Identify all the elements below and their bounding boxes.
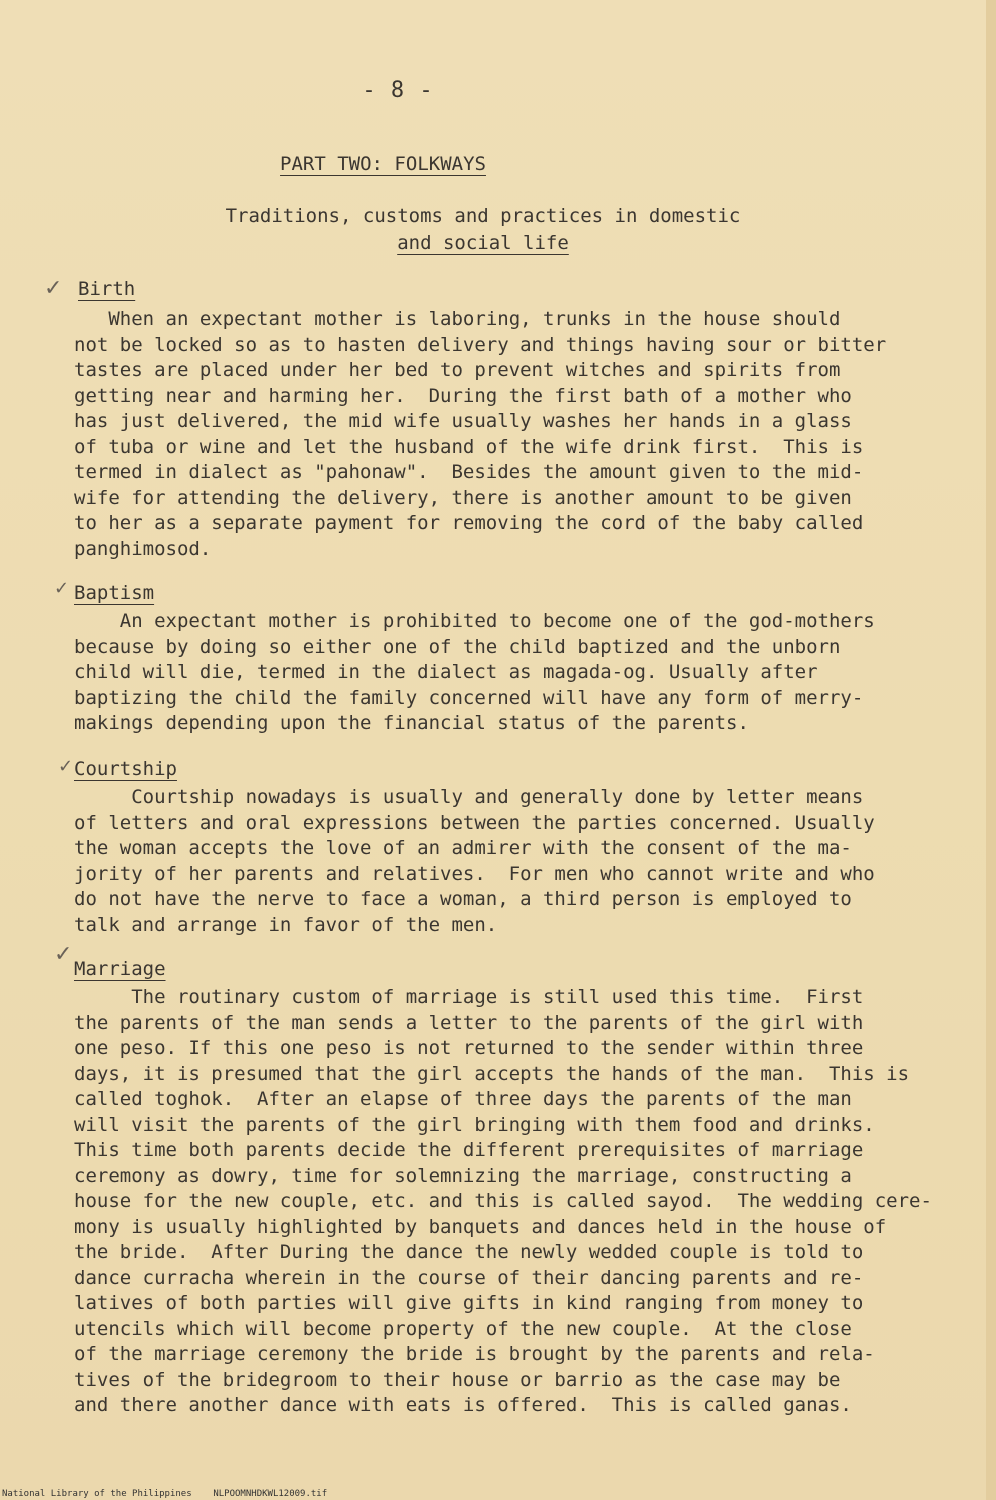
subtitle [0, 203, 966, 257]
footer-file: NLPOOMNHDKWL12009.tif [213, 1489, 328, 1499]
section-heading-baptism: Baptism [74, 582, 155, 604]
footer [2, 1489, 327, 1499]
section-text-marriage: The routinary custom of marriage is still used this time. First the parents of the man sends a letter to the parents of the girl with one peso. If this one peso is not returned to the sender within three days, it is presumed that the girl accepts the hands of the man. This is called toghok. After an elapse of three days the parents of the man will visit the parents of the girl bringing with them food and drinks. This time both parents decide the different prerequisites of marriage ceremony as dowry, time for solemnizing the marriage, constructing a house for the new couple, etc. and this is called sayod. The wedding cere- mony is usually highlighted by banquets and dances held in the house of the bride. After During the dance the newly wedded couple is told to dance curracha wherein in the course of their dancing parents and re- latives of both parties will give gifts in kind ranging from money to utencils which will become property of the new couple. At the close of the marriage ceremony the bride is brought by the parents and rela- tives of the bridegroom to their house or barrio as the case may be and there another dance with eats is offered. This is called ganas. [74, 986, 932, 1416]
subtitle-line-1: Traditions, customs and practices in domestic [225, 205, 741, 227]
part-title: PART TWO: FOLKWAYS [280, 153, 486, 175]
checkmark-icon: ✓ [54, 578, 70, 599]
section-heading-courtship: Courtship [74, 758, 177, 780]
footer-source: National Library of the Philippines [2, 1489, 192, 1499]
section-text-birth: When an expectant mother is laboring, trunks in the house should not be locked so as to hasten delivery and things having sour or bitter tastes are placed under her bed to prevent witches and spirits from getting near and harming her. During the first bath of a mother who has just delivered, the mid wife usually washes her hands in a glass of tuba or wine and let the husband of the wife drink first. This is termed in dialect as "pahonaw". Besides the amount given to the mid- wife for attending the delivery, there is another amount to be given to her as a separate payment for removing the cord of the baby called panghimosod. [74, 308, 887, 560]
checkmark-icon: ✓ [44, 276, 63, 301]
section-heading-birth: Birth [78, 278, 136, 300]
section-text-baptism: An expectant mother is prohibited to become one of the god-mothers because by doing so either one of the child baptized and the unborn child will die, termed in the dialect as magada-og. Usually after baptizing the child the family concerned will have any form of merry- makings depending upon the financial status of the parents. [74, 610, 875, 734]
page-number: - 8 - [362, 78, 434, 103]
page-edge [986, 0, 996, 1500]
section-heading-marriage: Marriage [74, 958, 166, 980]
subtitle-line-2: and social life [397, 232, 569, 254]
checkmark-icon: ✓ [54, 942, 73, 967]
checkmark-icon: ✓ [58, 756, 74, 777]
section-text-courtship: Courtship nowadays is usually and generally done by letter means of letters and oral expressions between the parties concerned. Usually the woman accepts the love of an admirer with the consent of the ma- jority of her parents and relatives. For men who cannot write and who do not have the nerve to face a woman, a third person is employed to talk and arrange in favor of the men. [74, 786, 875, 936]
